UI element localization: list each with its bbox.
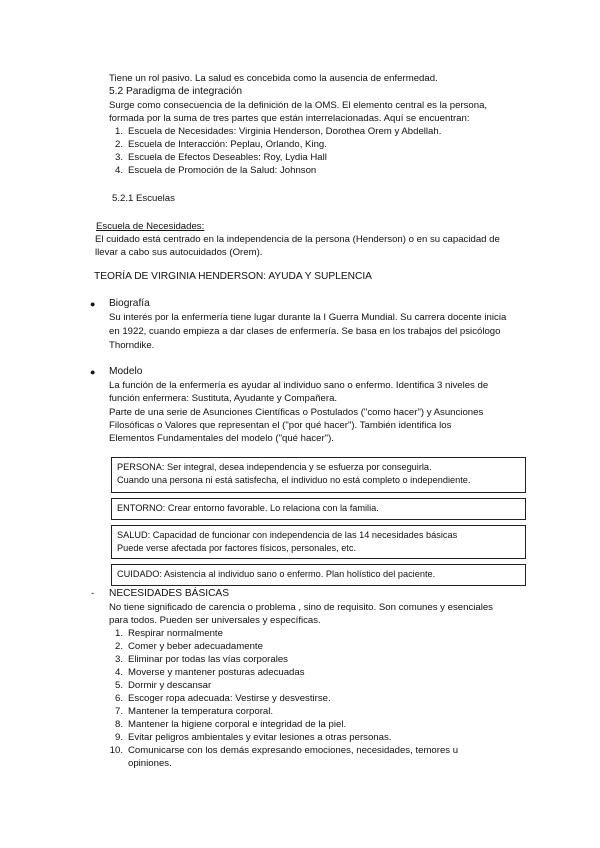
list-item: 4. Moverse y mantener posturas adecuadas [114, 667, 305, 678]
paragraph-line: El cuidado está centrado en la independencia de la persona (Henderson) o en su capacidad de [95, 234, 500, 245]
box-line: PERSONA: Ser integral, desea independencia y se esfuerza por conseguirla. [117, 462, 432, 472]
list-item: 6. Escoger ropa adecuada: Vestirse y desvestirse. [114, 693, 331, 704]
list-item: 9. Evitar peligros ambientales y evitar lesiones a otras personas. [114, 732, 392, 743]
paragraph-line: para todos. Pueden ser universales y específicas. [109, 615, 321, 626]
list-item: 1. Respirar normalmente [114, 628, 223, 639]
bullet-icon: ● [90, 299, 96, 309]
salud-box [111, 525, 526, 559]
list-item: 2. Escuela de Interacción: Peplau, Orlando, King. [114, 139, 327, 150]
modelo-label: Modelo [109, 366, 143, 377]
box-line: ENTORNO: Crear entorno favorable. Lo relaciona con la familia. [117, 503, 379, 513]
list-item: 7. Mantener la temperatura corporal. [114, 706, 274, 717]
list-item: 1. Escuela de Necesidades: Virginia Henderson, Dorothea Orem y Abdellah. [114, 126, 442, 137]
paragraph-line: en 1922, cuando empieza a dar clases de enfermería. Se basa en los trabajos del psicólogo [109, 326, 501, 337]
paragraph-line: La función de la enfermería es ayudar al individuo sano o enfermo. Identifica 3 niveles de [109, 380, 489, 391]
biografia-label: Biografía [109, 298, 150, 309]
schools-list [109, 125, 441, 177]
paragraph-line: formada por la suma de tres partes que están interrelacionadas. Aquí se encuentran: [109, 113, 470, 124]
paragraph-line: Surge como consecuencia de la definición de la OMS. El elemento central es la persona, [109, 100, 488, 111]
paragraph-line: Filosóficas o Valores que representan el ("por qué hacer"). También identifica los [109, 420, 452, 431]
intro-line: Tiene un rol pasivo. La salud es concebida como la ausencia de enfermedad. [109, 73, 438, 84]
list-item: 8. Mantener la higiene corporal e integridad de la piel. [114, 719, 347, 730]
box-line: Puede verse afectada por factores físicos, personales, etc. [117, 542, 357, 553]
theory-title: TEORÍA DE VIRGINIA HENDERSON: AYUDA Y SUPLENCIA [94, 271, 372, 282]
box-line: Cuando una persona ni está satisfecha, el individuo no está completo o independiente. [117, 474, 471, 485]
persona-box [111, 457, 526, 493]
list-item: 3. Escuela de Efectos Deseables: Roy, Lydia Hall [114, 152, 327, 163]
paragraph-line: No tiene significado de carencia o problema , sino de requisito. Son comunes y esenciales [109, 602, 493, 613]
paragraph-line: Thorndike. [109, 340, 155, 351]
list-item: 2. Comer y beber adecuadamente [114, 641, 263, 652]
box-line: SALUD: Capacidad de funcionar con independencia de las 14 necesidades básicas [117, 530, 458, 540]
entorno-box [111, 498, 526, 520]
paragraph-line: Parte de una serie de Asunciones Científicas o Postulados ("como hacer") y Asunciones [109, 407, 484, 418]
cuidado-box [111, 564, 526, 586]
list-item: 4. Escuela de Promoción de la Salud: Johnson [114, 165, 317, 176]
paragraph-line: Su interés por la enfermería tiene lugar durante la I Guerra Mundial. Su carrera docente inicia [109, 312, 507, 323]
school-title: Escuela de Necesidades: [96, 221, 205, 232]
list-item: 5. Dormir y descansar [114, 680, 212, 691]
bullet-icon: ● [90, 367, 96, 377]
paragraph-line: llevar a cabo sus autocuidados (Orem). [95, 247, 263, 258]
paragraph-line: Elementos Fundamentales del modelo ("qué hacer"). [109, 433, 334, 444]
subsection-heading: 5.2.1 Escuelas [112, 193, 175, 204]
section-heading: 5.2 Paradigma de integración [109, 86, 243, 97]
model-elements-boxes [111, 457, 526, 591]
paragraph-line: función enfermera: Sustituta, Ayudante y Compañera. [109, 393, 338, 404]
box-line: CUIDADO: Asistencia al individuo sano o enfermo. Plan holístico del paciente. [117, 569, 436, 579]
needs-list [109, 627, 458, 770]
needs-title: NECESIDADES BÁSICAS [109, 588, 230, 599]
list-item-continuation: opiniones. [128, 758, 172, 769]
dash-marker: - [91, 588, 95, 599]
list-item: 10. Comunicarse con los demás expresando emociones, necesidades, temores u [109, 745, 459, 756]
list-item: 3. Eliminar por todas las vías corporales [114, 654, 288, 665]
